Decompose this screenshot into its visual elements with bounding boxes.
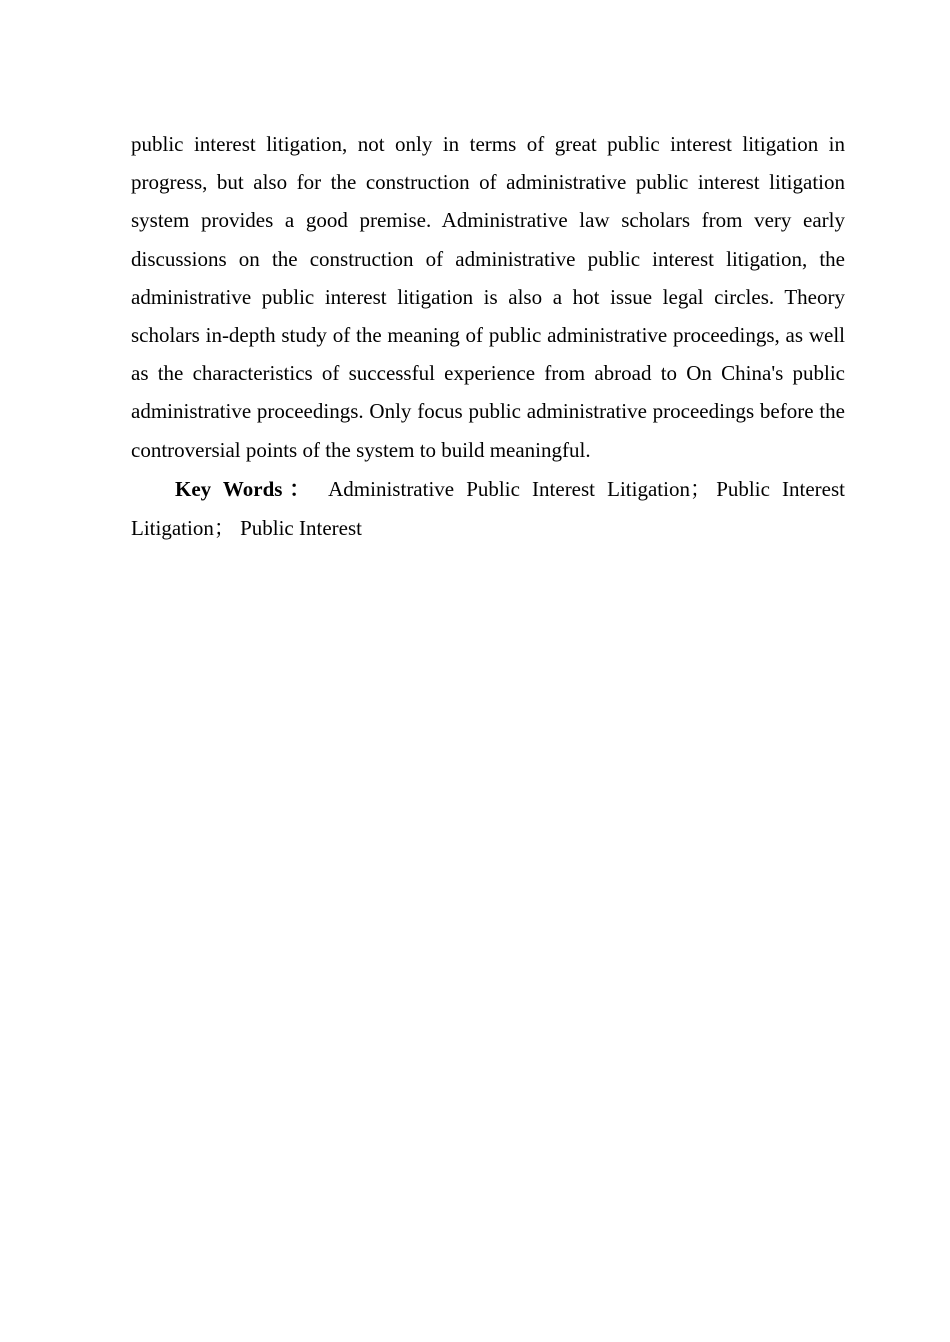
keyword-separator: ； bbox=[213, 515, 235, 540]
keyword-item: Public Interest bbox=[240, 515, 362, 540]
document-page bbox=[131, 125, 845, 548]
keyword-item: Administrative Public Interest Litigation bbox=[328, 476, 690, 501]
keyword-item: Public Interest Litigation bbox=[131, 476, 845, 540]
keyword-separator: ； bbox=[689, 476, 711, 501]
keywords-line bbox=[131, 470, 845, 548]
keywords-label: Key Words： bbox=[175, 476, 318, 501]
abstract-paragraph: public interest litigation, not only in terms of great public interest litigation in progress, but also for the construction of administrative public interest litigation system provides a good premise. Administrative law scholars from very early discussions on the construction of administrative public interest litigation, the administrative public interest litigation is also a hot issue legal circles. Theory scholars in-depth study of the meaning of public administrative proceedings, as well as the characteristics of successful experience from abroad to On China's public administrative proceedings. Only focus public administrative proceedings before the controversial points of the system to build meaningful. bbox=[131, 132, 845, 462]
